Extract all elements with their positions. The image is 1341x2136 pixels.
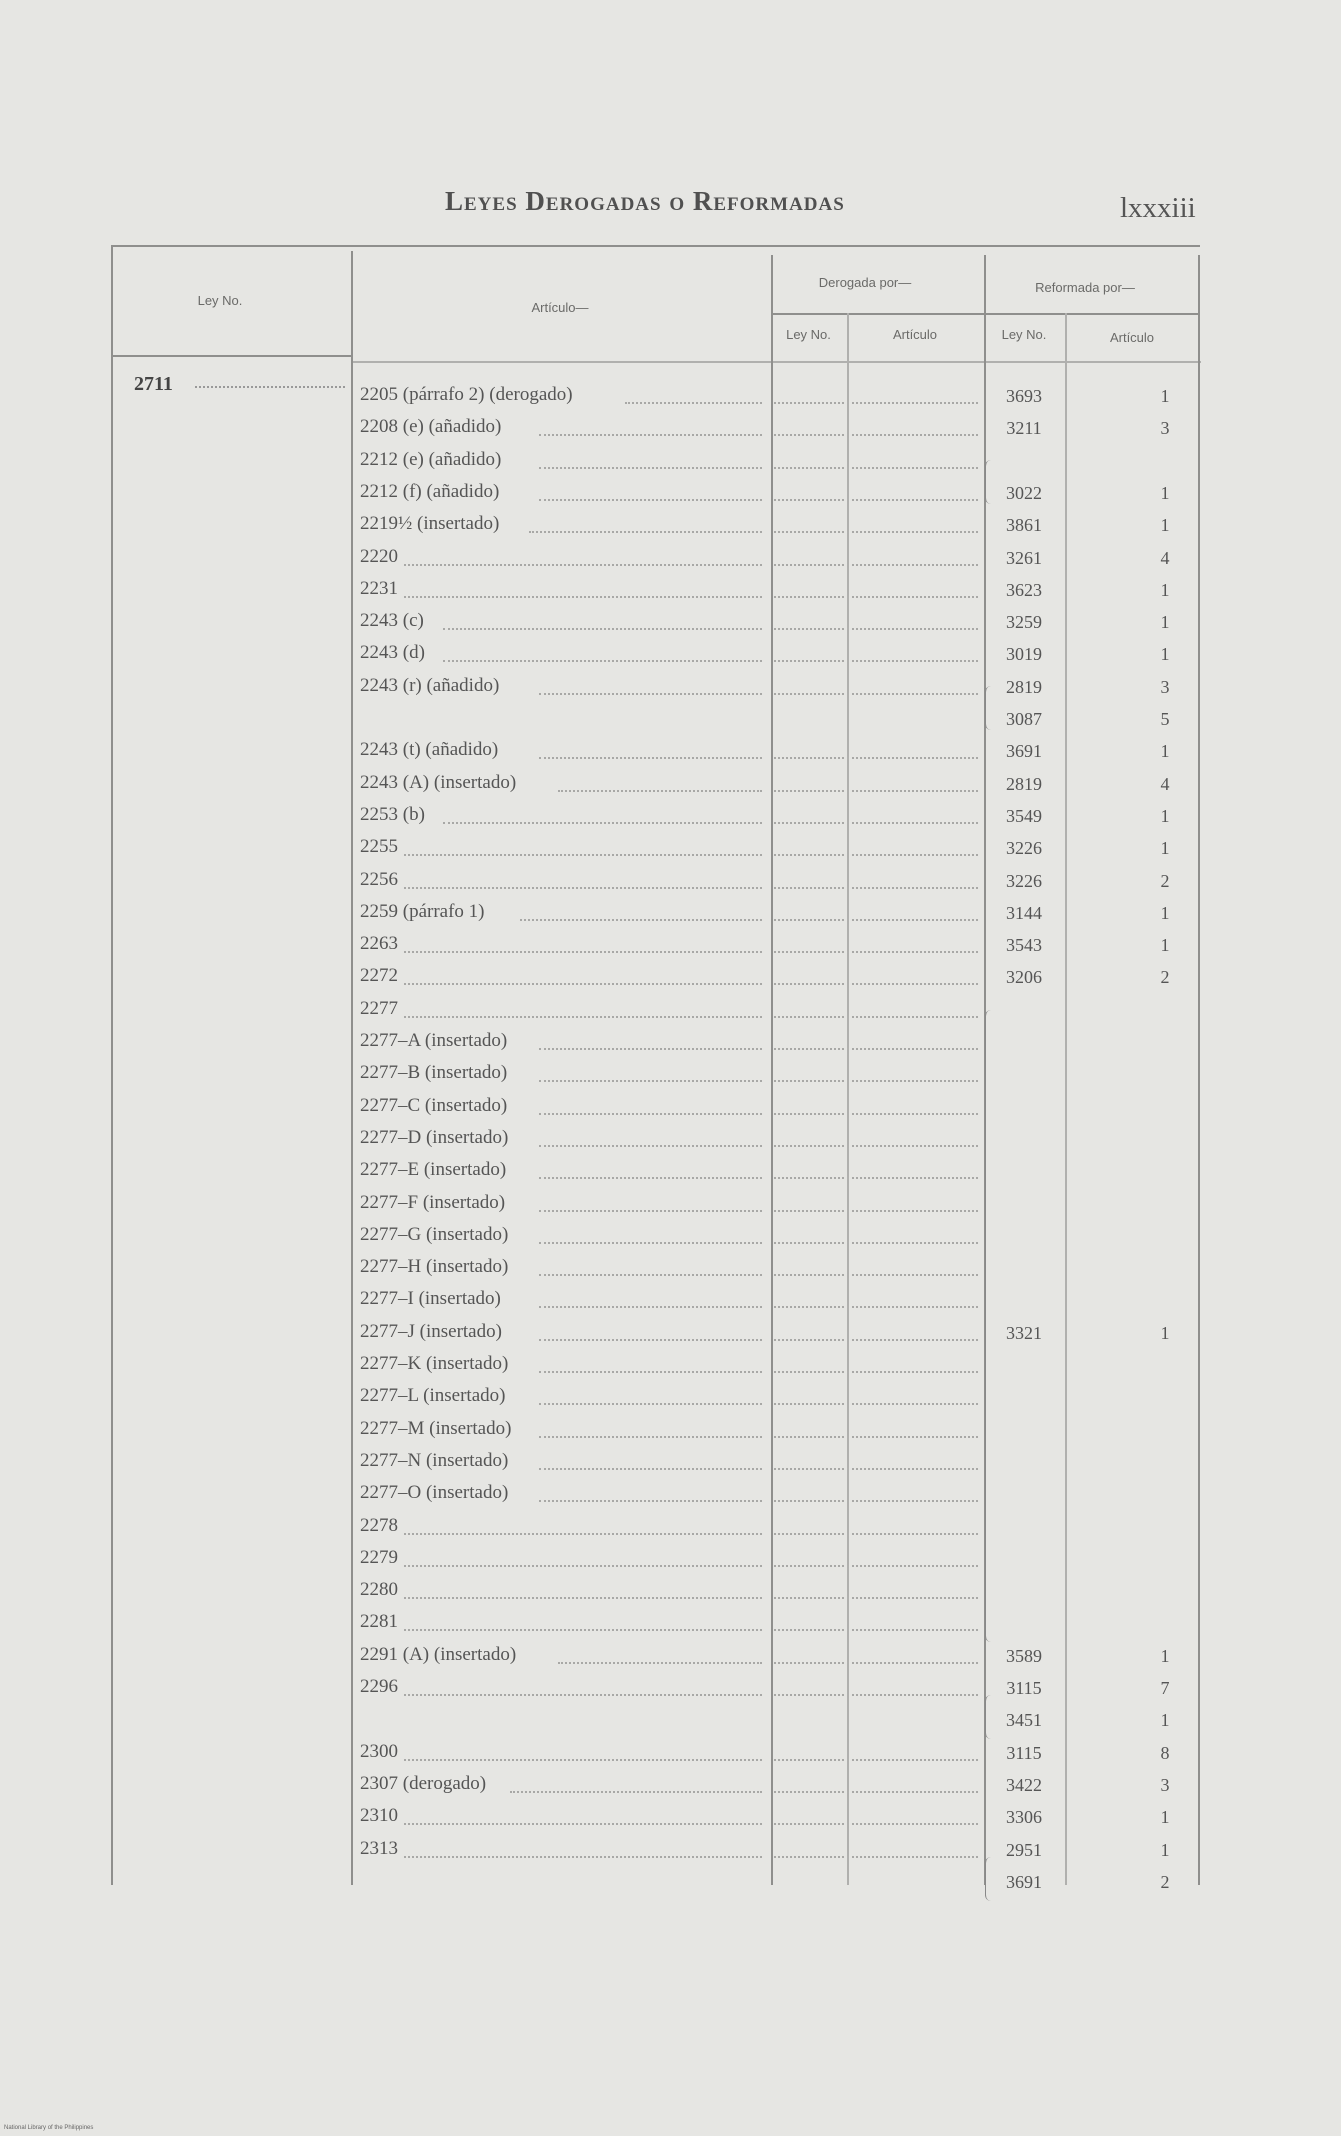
row-articulo: 2212 (e) (añadido) [360,448,502,470]
row-leader-derogada-ley [774,1823,844,1825]
table-row [0,1672,1341,1704]
row-leader-derogada-art [852,1145,978,1147]
row-leader-derogada-ley [774,1339,844,1341]
table-row [0,1220,1341,1252]
table-row [0,1834,1341,1866]
row-reformada-ley: 3589 [1006,1645,1042,1666]
row-articulo: 2310 [360,1805,398,1827]
table-row [0,412,1341,444]
header-derogada-articulo: Artículo [892,327,938,342]
row-leader [539,1048,762,1050]
row-leader [539,1145,762,1147]
row-leader-derogada-ley [774,1177,844,1179]
row-leader-derogada-ley [774,1565,844,1567]
table-row [0,1801,1341,1833]
row-leader-derogada-art [852,887,978,889]
row-articulo: 2205 (párrafo 2) (derogado) [360,384,573,405]
row-reformada-ley: 3211 [1006,418,1042,439]
table-row [0,703,1341,735]
row-leader-derogada-art [852,1339,978,1341]
row-leader-derogada-ley [774,1242,844,1244]
row-reformada-articulo: 2 [1160,870,1170,891]
table-row [0,542,1341,574]
row-leader-derogada-ley [774,854,844,856]
row-reformada-articulo: 1 [1160,1322,1170,1343]
row-leader-derogada-art [852,1662,978,1664]
row-leader-derogada-ley [774,1080,844,1082]
row-reformada-ley: 2819 [1006,676,1042,697]
row-articulo: 2208 (e) (añadido) [360,416,502,438]
row-leader-derogada-art [852,1629,978,1631]
row-reformada-articulo: 1 [1160,1645,1170,1666]
row-leader [510,1791,762,1793]
row-articulo: 2296 [360,1676,398,1697]
row-leader-derogada-art [852,1210,978,1212]
row-leader-derogada-ley [774,951,844,953]
header-derogada-ley-no: Ley No. [786,327,831,342]
table-row [0,735,1341,767]
row-reformada-articulo: 3 [1160,418,1170,439]
row-reformada-ley: 3261 [1006,547,1042,568]
header-reformada-por: Reformada por— [1035,280,1135,295]
row-reformada-ley: 3691 [1006,741,1042,762]
row-leader-derogada-ley [774,1468,844,1470]
row-reformada-articulo: 1 [1160,741,1170,762]
row-leader-derogada-art [852,854,978,856]
row-leader-derogada-art [852,1274,978,1276]
row-reformada-articulo: 1 [1160,1710,1170,1731]
row-leader-derogada-ley [774,467,844,469]
row-articulo: 2277–L (insertado) [360,1385,506,1407]
row-leader-derogada-art [852,1694,978,1696]
row-leader-derogada-art [852,1048,978,1050]
row-leader [539,1242,762,1244]
row-articulo: 2277–O (insertado) [360,1482,509,1504]
row-leader [404,1533,762,1535]
row-leader-derogada-ley [774,1856,844,1858]
header-reformada-ley-no: Ley No. [1001,327,1047,342]
row-leader-derogada-ley [774,1048,844,1050]
row-leader [539,1080,762,1082]
row-leader-derogada-art [852,1759,978,1761]
row-leader-derogada-art [852,1533,978,1535]
row-leader-derogada-ley [774,1210,844,1212]
row-leader-derogada-art [852,1823,978,1825]
row-leader-derogada-art [852,564,978,566]
table-row [0,1284,1341,1316]
row-leader [539,693,762,695]
row-reformada-articulo: 1 [1160,644,1170,665]
table-row [0,1640,1341,1672]
ley-number: 2711 [134,373,173,395]
header-reformada-articulo: Artículo [1109,330,1155,345]
row-articulo: 2277 [360,997,398,1019]
row-leader [404,887,762,889]
row-articulo: 2277–G (insertado) [360,1223,509,1245]
row-leader-derogada-art [852,951,978,953]
row-leader-derogada-ley [774,1145,844,1147]
row-reformada-articulo: 2 [1160,1871,1170,1892]
table-row [0,897,1341,929]
row-leader-derogada-ley [774,887,844,889]
row-articulo: 2291 (A) (insertado) [360,1643,517,1665]
row-articulo: 2313 [360,1837,398,1859]
row-leader-derogada-ley [774,1371,844,1373]
row-reformada-ley: 3543 [1006,935,1042,956]
table-row [0,1737,1341,1769]
row-articulo: 2300 [360,1740,398,1762]
row-leader [404,983,762,985]
table-row [0,1091,1341,1123]
row-reformada-ley: 3623 [1006,579,1042,600]
row-leader [404,1823,762,1825]
row-leader-derogada-art [852,757,978,759]
table-row [0,768,1341,800]
row-leader [443,822,762,824]
row-reformada-ley: 3115 [1006,1742,1042,1763]
row-leader-derogada-ley [774,531,844,533]
row-reformada-articulo: 1 [1160,838,1170,859]
row-reformada-articulo: 4 [1160,547,1170,568]
row-articulo: 2281 [360,1611,398,1633]
row-reformada-articulo: 1 [1160,1839,1170,1860]
row-articulo: 2243 (r) (añadido) [360,674,500,696]
row-leader [404,1597,762,1599]
row-articulo: 2243 (d) [360,642,425,664]
row-reformada-ley: 2819 [1006,773,1042,794]
row-articulo: 2243 (c) [360,610,424,632]
row-leader-derogada-ley [774,1113,844,1115]
table-row [0,509,1341,541]
row-reformada-articulo: 1 [1160,1807,1170,1828]
row-reformada-articulo: 4 [1160,773,1170,794]
row-articulo: 2277–B (insertado) [360,1062,508,1084]
row-leader-derogada-art [852,1113,978,1115]
row-leader [558,1662,762,1664]
row-leader [404,1016,762,1018]
brace-2313 [985,1857,996,1901]
row-leader [539,1274,762,1276]
row-leader-derogada-art [852,693,978,695]
row-articulo: 2255 [360,836,398,858]
row-leader-derogada-ley [774,596,844,598]
row-leader-derogada-art [852,822,978,824]
row-articulo: 2277–E (insertado) [360,1159,507,1181]
page-title: Leyes Derogadas o Reformadas [445,186,845,216]
table-row [0,929,1341,961]
row-leader-derogada-ley [774,564,844,566]
row-leader-derogada-ley [774,757,844,759]
row-articulo: 2243 (t) (añadido) [360,739,499,761]
row-leader [539,467,762,469]
row-reformada-articulo: 1 [1160,386,1170,406]
table-row [0,1123,1341,1155]
row-reformada-articulo: 8 [1160,1742,1170,1763]
row-leader-derogada-art [852,1016,978,1018]
row-leader-derogada-ley [774,822,844,824]
row-leader [539,1500,762,1502]
table-row [0,1575,1341,1607]
row-leader-derogada-art [852,1565,978,1567]
row-leader-derogada-ley [774,1791,844,1793]
row-articulo: 2278 [360,1514,398,1536]
row-articulo: 2219½ (insertado) [360,513,500,535]
table-row [0,994,1341,1026]
row-articulo: 2307 (derogado) [360,1772,487,1794]
table-row [0,1349,1341,1381]
row-reformada-articulo: 1 [1160,805,1170,826]
row-leader-derogada-ley [774,1629,844,1631]
row-leader-derogada-art [852,1371,978,1373]
row-leader-derogada-ley [774,1759,844,1761]
row-reformada-articulo: 3 [1160,1774,1170,1795]
row-leader-derogada-ley [774,983,844,985]
row-leader [529,531,762,533]
row-leader [404,564,762,566]
table-row [0,800,1341,832]
row-reformada-ley: 3115 [1006,1678,1042,1698]
row-articulo: 2272 [360,965,398,987]
table-row [0,1866,1341,1898]
row-reformada-ley: 3422 [1006,1774,1042,1795]
table-row [0,1704,1341,1736]
row-leader-derogada-art [852,1177,978,1179]
table-row [0,638,1341,670]
brace-2243r [985,686,996,730]
row-reformada-ley: 3691 [1006,1871,1042,1892]
row-leader-derogada-art [852,499,978,501]
row-leader-derogada-ley [774,1274,844,1276]
row-leader [539,1113,762,1115]
row-reformada-ley: 3549 [1006,805,1042,826]
table-row [0,1511,1341,1543]
row-articulo: 2212 (f) (añadido) [360,480,500,502]
row-leader [443,660,762,662]
row-reformada-articulo: 1 [1160,579,1170,600]
row-leader [539,499,762,501]
table-row [0,1381,1341,1413]
table-row [0,380,1341,412]
row-leader-derogada-ley [774,919,844,921]
row-reformada-ley: 3321 [1006,1322,1042,1343]
row-articulo: 2277–D (insertado) [360,1126,509,1148]
row-reformada-articulo: 1 [1160,935,1170,956]
row-leader [404,951,762,953]
footer-credit: National Library of the Philippines [4,2125,94,2131]
row-reformada-articulo: 7 [1160,1678,1170,1698]
row-articulo: 2277–M (insertado) [360,1417,512,1439]
table-row [0,445,1341,477]
table-row [0,574,1341,606]
table-row [0,1188,1341,1220]
row-reformada-articulo: 5 [1160,709,1170,729]
row-leader [404,596,762,598]
row-leader-derogada-art [852,1597,978,1599]
row-leader-derogada-ley [774,1306,844,1308]
row-leader [539,434,762,436]
table-row [0,1446,1341,1478]
page-number: lxxxiii [1120,192,1196,224]
row-leader-derogada-ley [774,1662,844,1664]
row-leader-derogada-art [852,402,978,404]
row-articulo: 2259 (párrafo 1) [360,900,485,922]
row-leader [539,1436,762,1438]
row-leader [404,1856,762,1858]
row-leader [539,1403,762,1405]
row-leader-derogada-ley [774,1403,844,1405]
row-leader-derogada-ley [774,1016,844,1018]
row-leader [625,402,762,404]
row-leader-derogada-art [852,919,978,921]
row-reformada-ley: 3226 [1006,870,1042,891]
row-reformada-ley: 3087 [1006,709,1042,729]
table-row [0,477,1341,509]
brace-2296 [985,1695,996,1739]
row-leader-derogada-ley [774,1436,844,1438]
row-leader [539,1339,762,1341]
row-leader-derogada-art [852,596,978,598]
row-reformada-ley: 3693 [1006,386,1042,406]
row-reformada-articulo: 1 [1160,612,1170,633]
row-articulo: 2263 [360,933,398,955]
header-derogada-por: Derogada por— [818,275,912,290]
row-leader-derogada-ley [774,1500,844,1502]
row-reformada-ley: 2951 [1006,1839,1042,1860]
table-row [0,671,1341,703]
row-articulo: 2243 (A) (insertado) [360,771,517,793]
row-leader-derogada-art [852,1242,978,1244]
table-row [0,1414,1341,1446]
row-leader-derogada-art [852,434,978,436]
table-row [0,1026,1341,1058]
row-leader-derogada-ley [774,660,844,662]
row-articulo: 2279 [360,1546,398,1568]
row-leader-derogada-art [852,1856,978,1858]
table-row [0,1317,1341,1349]
row-leader-derogada-art [852,467,978,469]
row-articulo: 2277–F (insertado) [360,1191,506,1213]
row-reformada-articulo: 1 [1160,902,1170,923]
row-reformada-articulo: 2 [1160,967,1170,988]
brace-3022 [985,460,996,504]
table-row [0,832,1341,864]
table-row [0,1058,1341,1090]
row-leader-derogada-ley [774,434,844,436]
row-leader [539,1468,762,1470]
row-leader-derogada-ley [774,1597,844,1599]
row-leader [539,757,762,759]
row-reformada-ley: 3019 [1006,644,1042,665]
brace-3321 [985,1010,996,1642]
row-reformada-ley: 3206 [1006,967,1042,988]
row-leader-derogada-ley [774,402,844,404]
row-leader-derogada-art [852,790,978,792]
table-row [0,606,1341,638]
row-leader-derogada-art [852,1468,978,1470]
row-reformada-ley: 3226 [1006,838,1042,859]
table-row [0,961,1341,993]
row-leader-derogada-ley [774,1694,844,1696]
row-leader-derogada-art [852,1306,978,1308]
table-row [0,1543,1341,1575]
row-articulo: 2277–I (insertado) [360,1288,501,1310]
row-reformada-ley: 3259 [1006,612,1042,633]
table-row [0,1252,1341,1284]
row-leader-derogada-art [852,983,978,985]
row-leader-derogada-art [852,1500,978,1502]
table-row [0,1155,1341,1187]
row-leader [404,1629,762,1631]
row-leader-derogada-ley [774,1533,844,1535]
row-articulo: 2231 [360,577,398,599]
table-row [0,1478,1341,1510]
row-articulo: 2277–N (insertado) [360,1449,509,1471]
row-reformada-ley: 3022 [1006,482,1042,503]
row-leader [404,1694,762,1696]
row-reformada-ley: 3144 [1006,902,1042,923]
row-leader-derogada-art [852,1791,978,1793]
header-articulo: Artículo— [531,300,589,315]
row-leader-derogada-art [852,628,978,630]
row-articulo: 2280 [360,1579,398,1601]
row-leader-derogada-ley [774,628,844,630]
row-leader [404,1759,762,1761]
row-articulo: 2253 (b) [360,803,425,825]
table-row [0,1607,1341,1639]
row-articulo: 2277–K (insertado) [360,1353,509,1374]
row-leader-derogada-art [852,660,978,662]
table-row [0,865,1341,897]
row-reformada-articulo: 1 [1160,482,1170,503]
row-leader-derogada-art [852,1436,978,1438]
row-reformada-articulo: 1 [1160,515,1170,536]
row-leader-derogada-art [852,1403,978,1405]
row-articulo: 2256 [360,868,398,890]
row-leader [520,919,762,921]
row-leader-derogada-ley [774,499,844,501]
row-reformada-ley: 3451 [1006,1710,1042,1731]
row-reformada-ley: 3861 [1006,515,1042,536]
row-articulo: 2277–H (insertado) [360,1256,509,1278]
row-leader [404,854,762,856]
row-articulo: 2220 [360,545,398,567]
row-leader-derogada-ley [774,693,844,695]
row-leader-derogada-ley [774,790,844,792]
table-row [0,1769,1341,1801]
row-leader-derogada-art [852,1080,978,1082]
row-articulo: 2277–C (insertado) [360,1094,508,1116]
row-leader [558,790,762,792]
row-reformada-articulo: 3 [1160,676,1170,697]
row-articulo: 2277–A (insertado) [360,1030,508,1051]
header-ley-no: Ley No. [197,293,243,308]
row-reformada-ley: 3306 [1006,1807,1042,1828]
row-leader [404,1565,762,1567]
row-leader [443,628,762,630]
row-articulo: 2277–J (insertado) [360,1320,502,1342]
row-leader [539,1371,762,1373]
row-leader-derogada-art [852,531,978,533]
row-leader [539,1306,762,1308]
row-leader [539,1210,762,1212]
row-leader [539,1177,762,1179]
